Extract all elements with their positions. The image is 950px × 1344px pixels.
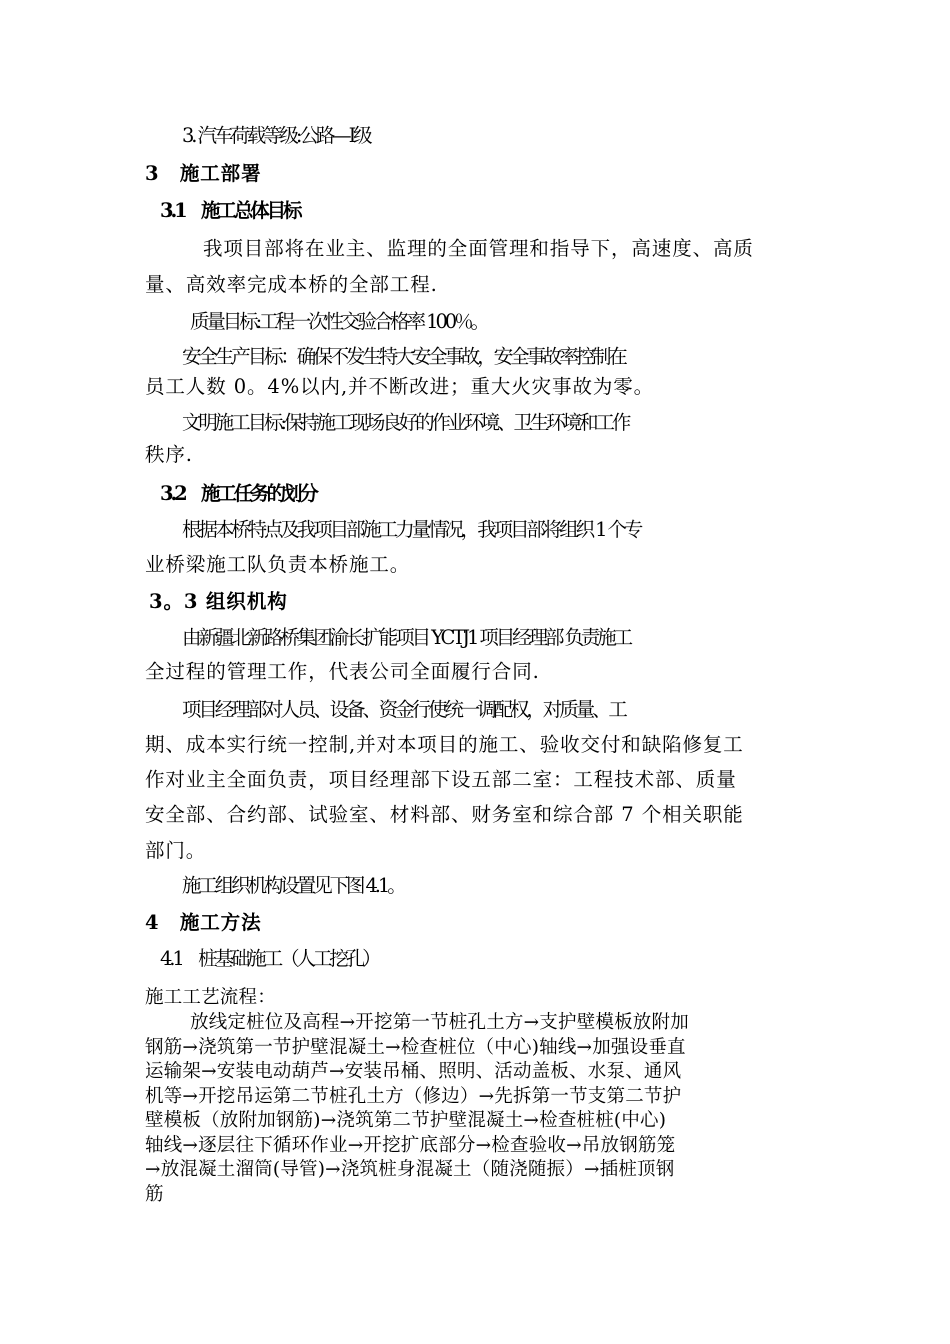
process-line: →放混凝土溜筒(导管)→浇筑桩身混凝土（随浇随振）→插桩顶钢 xyxy=(145,1159,675,1180)
paragraph-line: 由新疆北新路桥集团渝长扩能项目 YCTJ1 项目经理部 负责施工 xyxy=(182,626,631,649)
paragraph-line: 期、成本实行统一控制,并对本项目的施工、验收交付和缺陷修复工 xyxy=(145,733,744,756)
paragraph-line: 施工组织机构设置见下图 4.1。 xyxy=(182,874,404,897)
process-line: 机等→开挖吊运第二节桩孔土方（修边）→先拆第一节支第二节护 xyxy=(145,1086,682,1107)
process-label: 施工工艺流程： xyxy=(145,987,276,1008)
quality-goal-line: 质量目标:工程一次性交验合格率 100％。 xyxy=(190,310,487,333)
paragraph-line: 安全部、合约部、试验室、材料部、财务室和综合部 7 个相关职能 xyxy=(145,803,744,826)
heading-3: 3 施工部署 xyxy=(145,162,262,185)
heading-4: 4 施工方法 xyxy=(145,911,262,934)
paragraph-line: 量、高效率完成本桥的全部工程. xyxy=(145,273,438,296)
paragraph-line: 部门。 xyxy=(145,839,207,862)
heading-3-3: 3。3 组织机构 xyxy=(149,590,288,613)
paragraph-line: 员工人数 0。4%以内,并不断改进；重大火灾事故为零。 xyxy=(145,375,655,398)
paragraph-line: 我项目部将在业主、监理的全面管理和指导下，高速度、高质 xyxy=(203,237,754,260)
heading-4-1: 4.1 桩基础施工（人工挖孔） xyxy=(160,947,379,970)
paragraph-line: 文明施工目标:保持施工现场良好的作业环境、卫生环境和工作 xyxy=(182,411,629,434)
paragraph-line: 全过程的管理工作，代表公司全面履行合同. xyxy=(145,660,540,683)
paragraph-line: 作对业主全面负责，项目经理部下设五部二室：工程技术部、质量 xyxy=(145,768,737,791)
process-line: 轴线→逐层往下循环作业→开挖扩底部分→检查验收→吊放钢筋笼 xyxy=(145,1135,676,1156)
paragraph-line: 业桥梁施工队负责本桥施工。 xyxy=(145,553,411,576)
process-line: 钢筋→浇筑第一节护壁混凝土→检查桩位（中心)轴线→加强设垂直 xyxy=(145,1037,686,1058)
process-line: 运输架→安装电动葫芦→安装吊桶、照明、活动盖板、水泵、通风 xyxy=(145,1061,682,1082)
paragraph-line: 秩序. xyxy=(145,443,193,466)
paragraph-line: 根据本桥特点及我项目部施工力量情况，我项目部将组织 1 个专 xyxy=(182,518,641,541)
process-line: 筋 xyxy=(145,1184,164,1205)
heading-3-1: 3.1 施工总体目标 xyxy=(160,199,300,222)
paragraph-line: 安全生产目标：确保不发生特大安全事故，安全事故率控制在 xyxy=(182,345,625,368)
vehicle-load-line: 3. 汽车荷载等级:公路—Ⅰ级 xyxy=(182,124,370,147)
process-line: 放线定桩位及高程→开挖第一节桩孔土方→支护壁模板放附加 xyxy=(190,1012,689,1033)
paragraph-line: 项目经理部对人员、设备、资金行使统一调配权，对质量、工 xyxy=(182,698,625,721)
heading-3-2: 3.2 施工任务的划分 xyxy=(160,482,316,505)
process-line: 壁模板（放附加钢筋)→浇筑第二节护壁混凝土→检查桩桩(中心) xyxy=(145,1110,667,1131)
